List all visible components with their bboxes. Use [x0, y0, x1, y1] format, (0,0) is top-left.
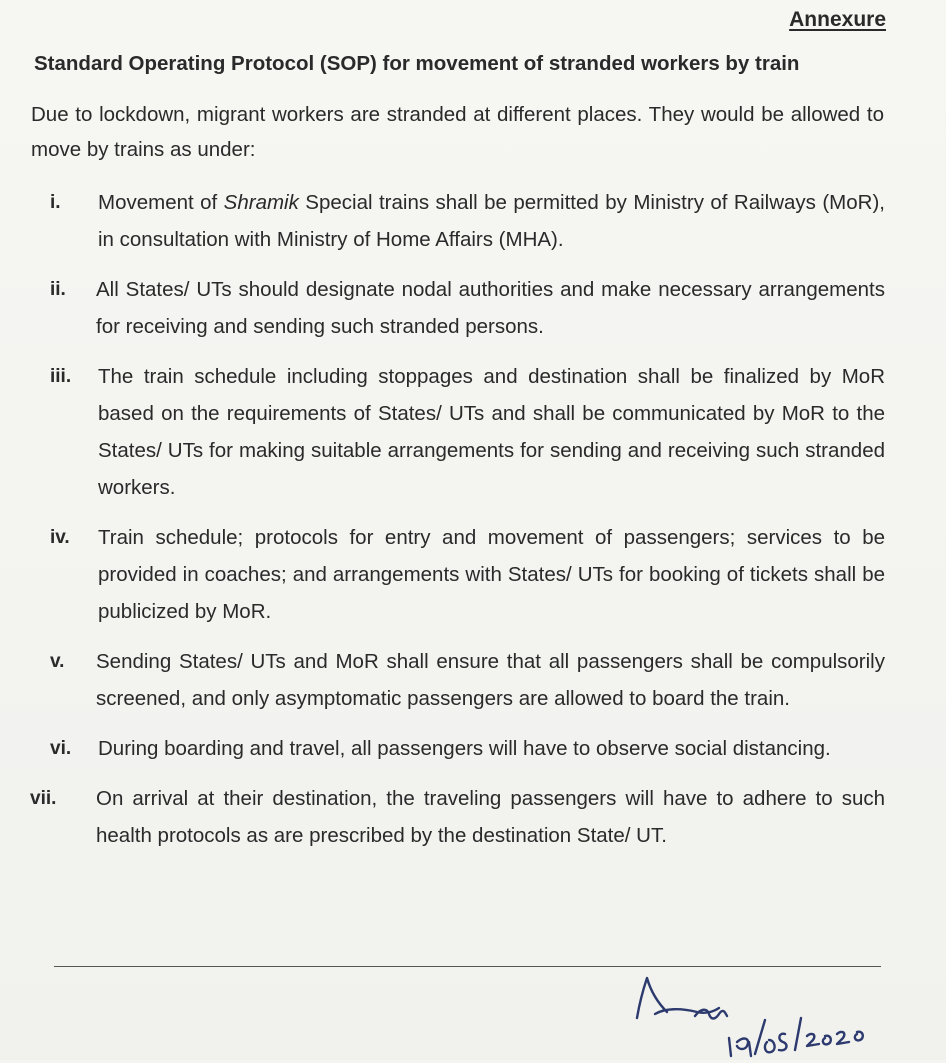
item-text	[98, 184, 885, 258]
intro-paragraph: Due to lockdown, migrant workers are stranded at different places. They would be allowed to move by trains as under:	[31, 103, 884, 161]
list-item	[30, 730, 885, 767]
item-number: vi.	[50, 738, 72, 759]
item-number: v.	[50, 651, 65, 672]
item-number: i.	[50, 192, 61, 213]
item-text: On arrival at their destination, the traveling passengers will have to adhere to such health protocols as are prescribed by the destination State/ UT.	[96, 787, 885, 847]
sop-list	[30, 184, 885, 867]
item-text-part: Special trains shall be permitted by Ministry of Railways (MoR), in consultation with Ministry of Home Affairs (MHA).	[98, 191, 885, 251]
item-text: During boarding and travel, all passengers will have to observe social distancing.	[98, 737, 831, 760]
footer-divider	[54, 966, 881, 967]
item-text: Train schedule; protocols for entry and movement of passengers; services to be provided in coaches; and arrangements with States/ UTs for booking of tickets shall be publicized by MoR.	[98, 526, 885, 623]
item-text: Sending States/ UTs and MoR shall ensure that all passengers shall be compulsorily screened, and only asymptomatic passengers are allowed to board the train.	[96, 650, 885, 710]
item-number: vii.	[30, 788, 57, 809]
list-item	[30, 519, 885, 630]
item-number: ii.	[50, 279, 66, 300]
list-item	[30, 643, 885, 717]
item-text: All States/ UTs should designate nodal authorities and make necessary arrangements for receiving and sending such stranded persons.	[96, 278, 885, 338]
list-item	[30, 780, 885, 854]
signature	[625, 968, 895, 1058]
item-emphasis: Shramik	[223, 191, 299, 214]
list-item	[30, 271, 885, 345]
item-text-part: Movement of	[98, 191, 224, 214]
item-text: The train schedule including stoppages and destination shall be finalized by MoR based on the requirements of States/ UTs and shall be communicated by MoR to the States/ UTs for making suitable arrangements for sending and receiving such stranded workers.	[98, 365, 885, 499]
signature-mark	[625, 968, 895, 1058]
list-item	[30, 184, 885, 258]
item-number: iv.	[50, 527, 70, 548]
document-title: Standard Operating Protocol (SOP) for movement of stranded workers by train	[34, 52, 800, 75]
item-number: iii.	[50, 366, 72, 387]
annexure-heading: Annexure	[789, 8, 886, 31]
list-item	[30, 358, 885, 506]
